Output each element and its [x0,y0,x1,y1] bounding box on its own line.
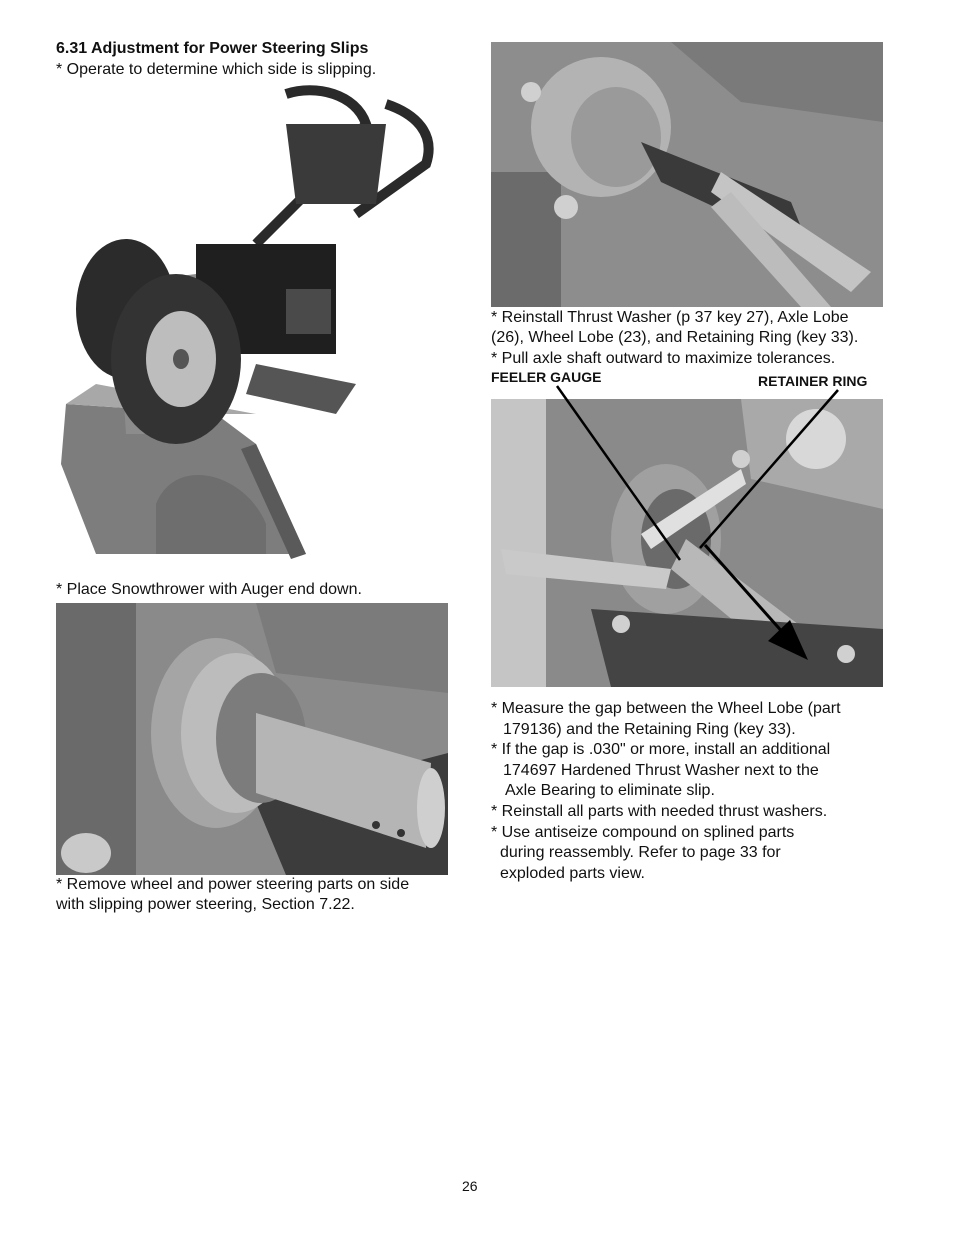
gap-threshold-line2: 174697 Hardened Thrust Washer next to the [503,762,819,779]
measure-gap-line2: 179136) and the Retaining Ring (key 33). [503,721,796,738]
antiseize-line3: exploded parts view. [500,865,645,882]
pull-axle-shaft: * Pull axle shaft outward to maximize tolerances. [491,350,836,367]
reinstall-all-parts: * Reinstall all parts with needed thrust washers. [491,803,828,820]
page-number: 26 [462,1178,478,1194]
measure-gap-line1: * Measure the gap between the Wheel Lobe (part [491,700,841,717]
section-heading: 6.31 Adjustment for Power Steering Slips [56,40,369,57]
gap-threshold-line1: * If the gap is .030" or more, install an additional [491,741,831,758]
label-feeler-gauge: FEELER GAUGE [491,369,602,385]
label-retainer-ring: RETAINER RING [758,373,868,389]
step-operate: * Operate to determine which side is slipping. [56,61,377,78]
retaining-ring-pliers-photo [491,42,883,307]
caption-place-auger-down: * Place Snowthrower with Auger end down. [56,581,362,598]
caption-remove-wheel-line1: * Remove wheel and power steering parts on side [56,876,410,893]
reinstall-thrust-washer-line1: * Reinstall Thrust Washer (p 37 key 27), Axle Lobe [491,309,849,326]
caption-remove-wheel-line2: with slipping power steering, Section 7.22. [56,896,355,913]
antiseize-line1: * Use antiseize compound on splined parts [491,824,795,841]
gap-threshold-line3: Axle Bearing to eliminate slip. [505,782,715,799]
axle-closeup-photo [56,603,448,875]
reinstall-thrust-washer-line2: (26), Wheel Lobe (23), and Retaining Ring (key 33). [491,329,859,346]
snowthrower-photo [56,84,448,574]
antiseize-line2: during reassembly. Refer to page 33 for [500,844,781,861]
feeler-gauge-photo [491,399,883,687]
